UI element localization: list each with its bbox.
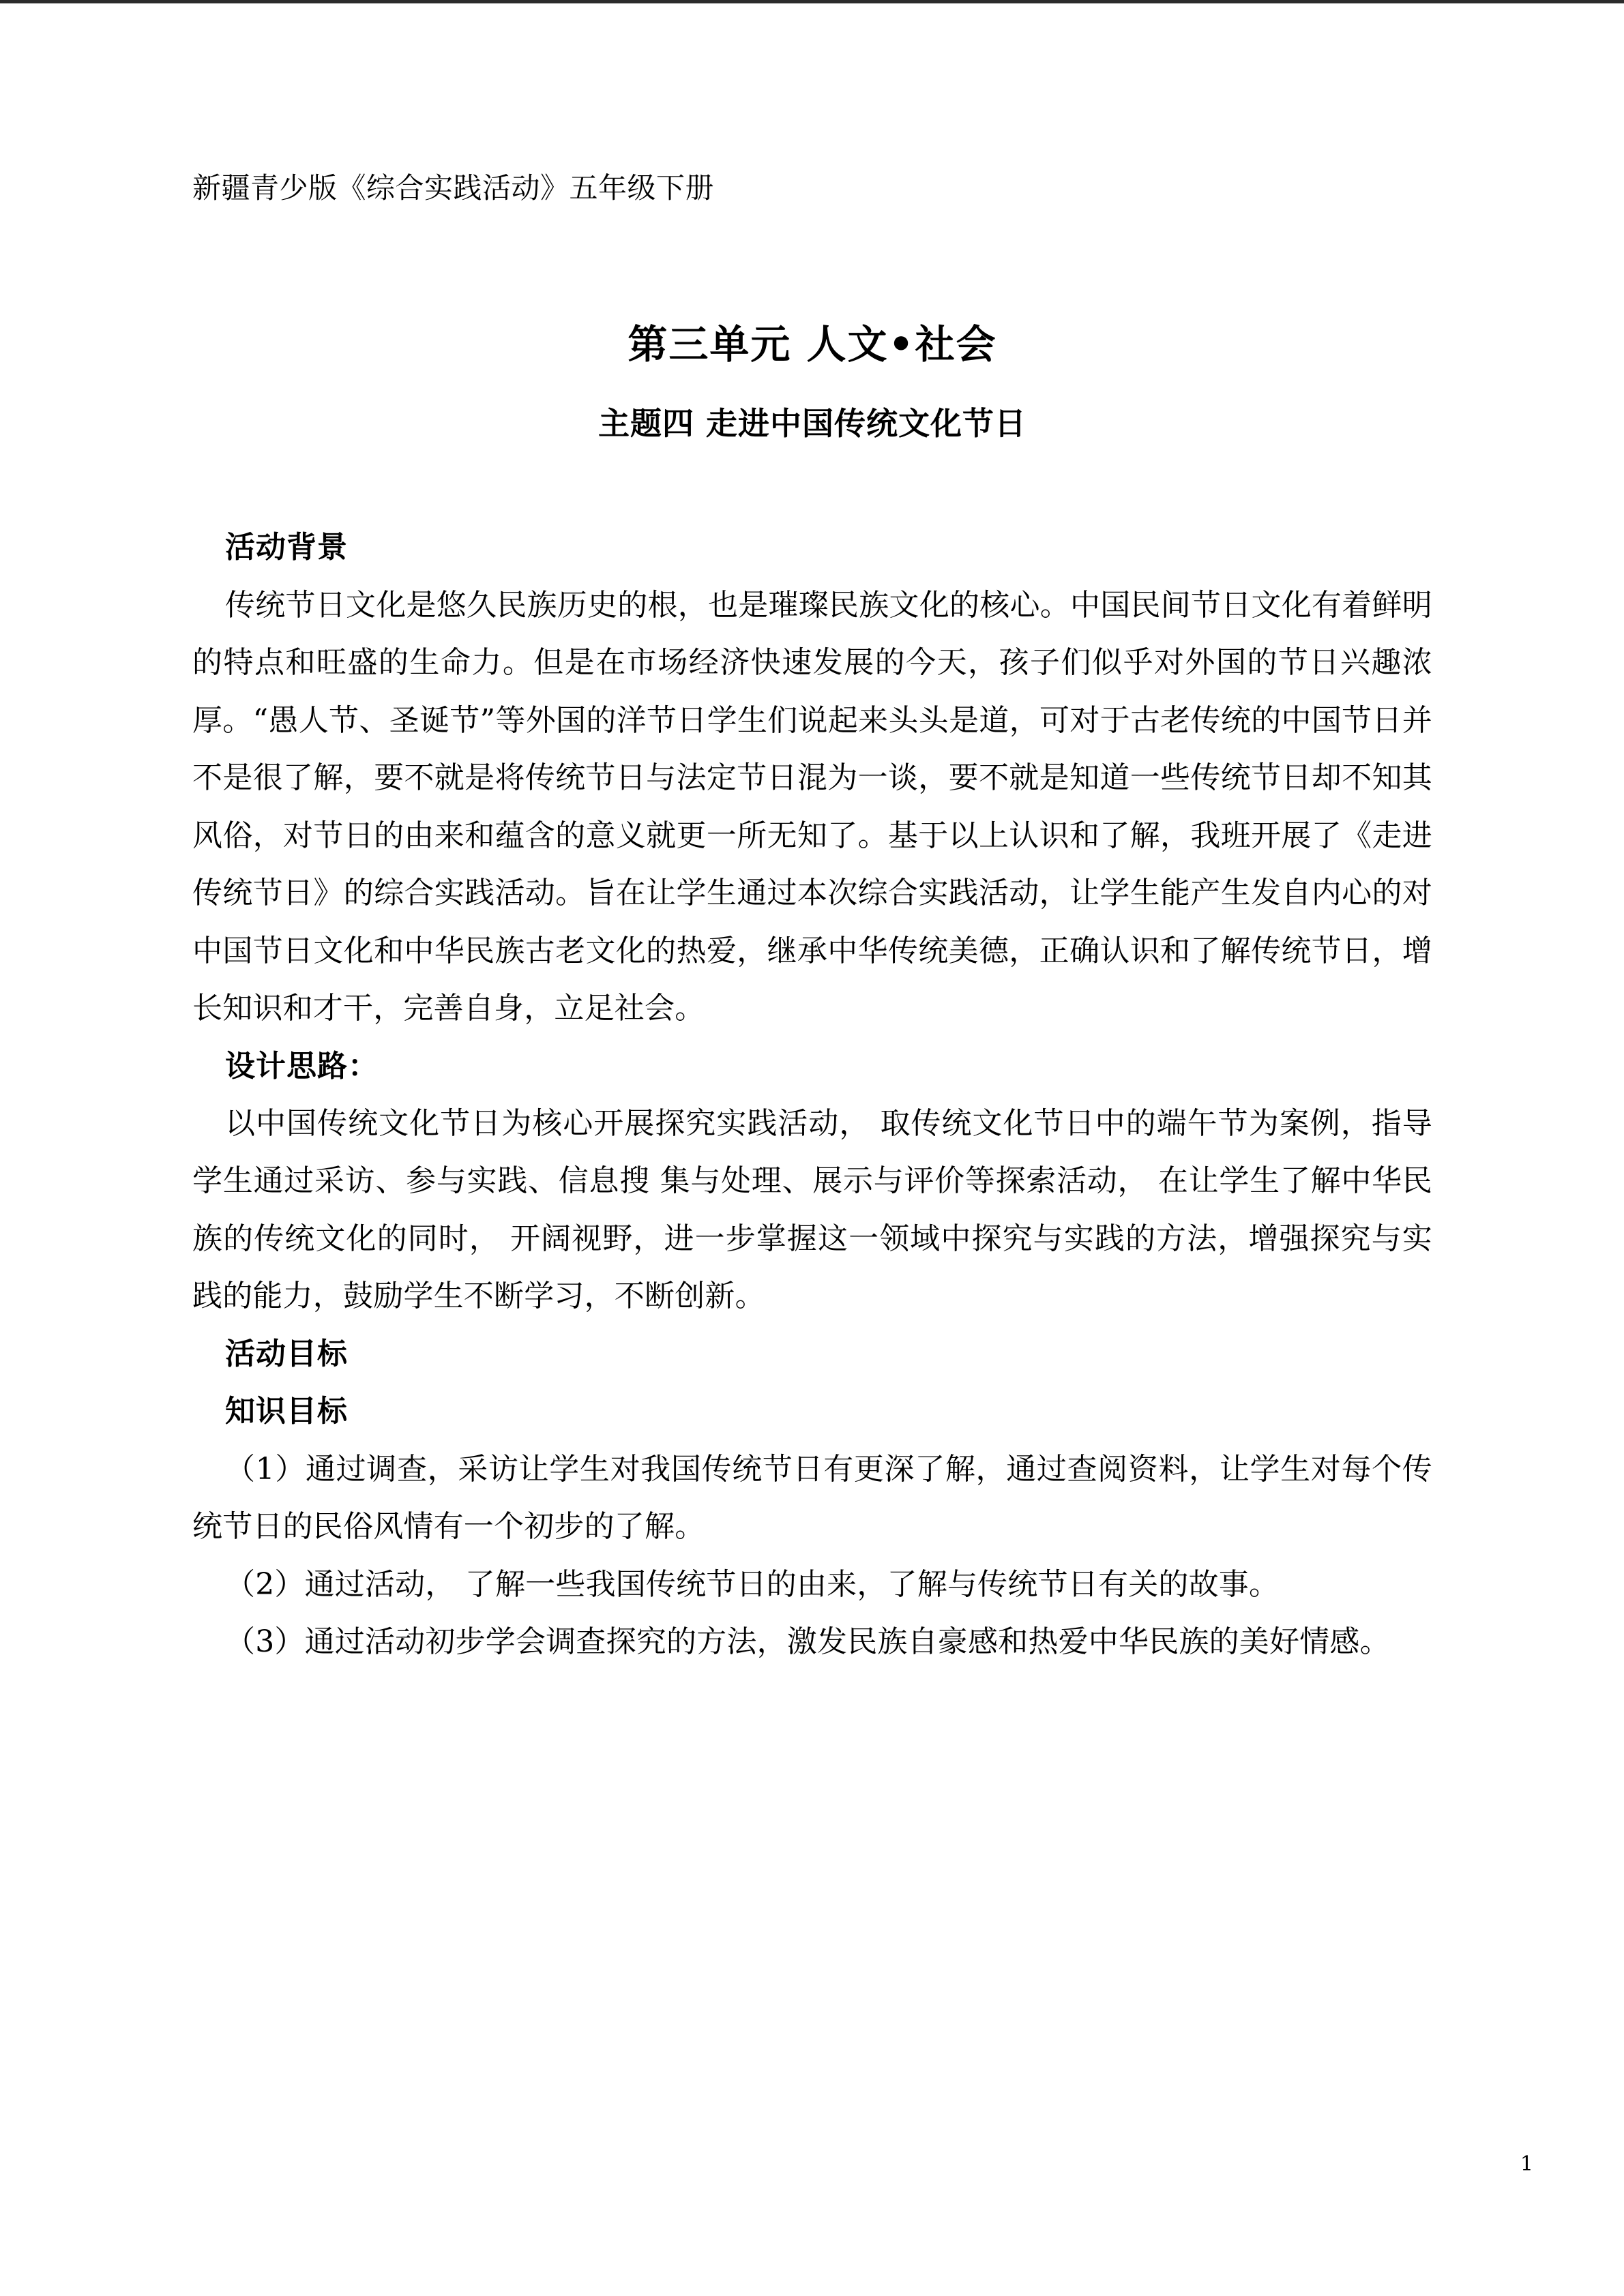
objective-item: （3）通过活动初步学会调查探究的方法，激发民族自豪感和热爱中华民族的美好情感。 xyxy=(225,1624,1390,1660)
objective-item: （1）通过调查，采访让学生对我国传统节日有更深了解，通过查阅资料，让学生对每个传统节日的民俗风情有一个初步的了解。 xyxy=(192,1451,1432,1545)
page-content xyxy=(192,170,1432,1671)
section-heading-design-approach: 设计思路： xyxy=(225,1048,379,1084)
theme-title: 主题四 走进中国传统文化节日 xyxy=(597,405,1027,443)
scan-edge-top xyxy=(0,0,1624,3)
paragraph-activity-background: 传统节日文化是悠久民族历史的根，也是璀璨民族文化的核心。中国民间节日文化有着鲜明的特点和旺盛的生命力。但是在市场经济快速发展的今天，孩子们似乎对外国的节日兴趣浓厚。“愚人节、圣诞节”等外国的洋节日学生们说起来头头是道，可对于古老传统的中国节日并不是很了解，要不就是将传统节日与法定节日混为一谈，要不就是知道一些传统节日却不知其风俗，对节日的由来和蕴含的意义就更一所无知了。基于以上认识和了解，我班开展了《走进传统节日》的综合实践活动。旨在让学生通过本次综合实践活动，让学生能产生发自内心的对中国节日文化和中华民族古老文化的热爱，继承中华传统美德，正确认识和了解传统节日，增长知识和才干，完善自身，立足社会。 xyxy=(192,587,1432,1026)
page-number: 1 xyxy=(1520,2152,1533,2176)
unit-title: 第三单元 人文•社会 xyxy=(628,320,997,368)
section-heading-activity-background: 活动背景 xyxy=(225,530,348,565)
section-heading-knowledge-objectives: 知识目标 xyxy=(225,1394,348,1429)
title-block xyxy=(192,321,1432,443)
body-block xyxy=(192,519,1432,1671)
section-heading-activity-objectives: 活动目标 xyxy=(225,1336,348,1371)
objective-item: （2）通过活动， 了解一些我国传统节日的由来，了解与传统节日有关的故事。 xyxy=(225,1566,1280,1602)
paragraph-design-approach: 以中国传统文化节日为核心开展探究实践活动， 取传统文化节日中的端午节为案例，指导学生通过采访、参与实践、信息搜 集与处理、展示与评价等探索活动， 在让学生了解中华民族的传统文化的同时， 开阔视野，进一步掌握这一领域中探究与实践的方法，增强探究与实践的能力，鼓励学生不断学习，不断创新。 xyxy=(192,1105,1432,1314)
running-header: 新疆青少版《综合实践活动》五年级下册 xyxy=(192,171,715,205)
